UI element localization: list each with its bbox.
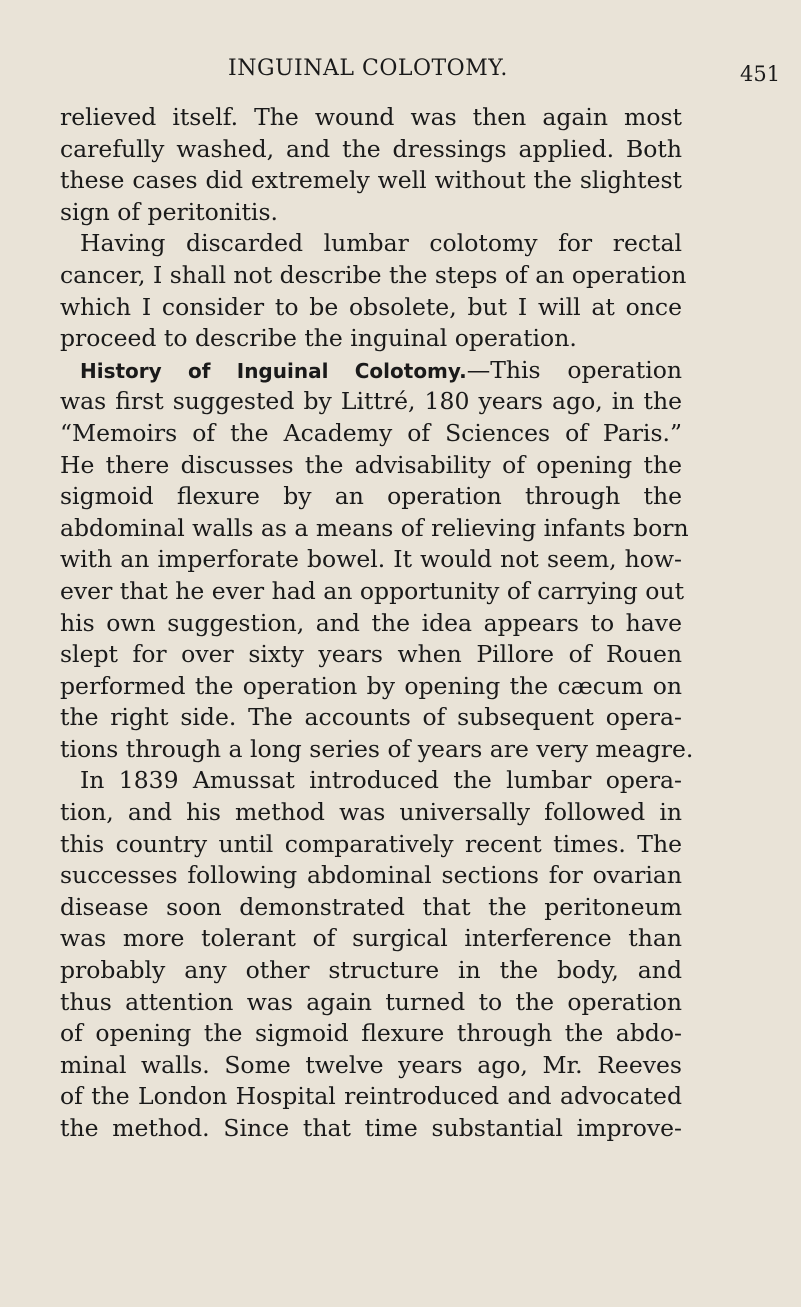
text-line: was more tolerant of surgical interference than [60,924,682,953]
page-number: 451 [740,62,781,86]
text-line: “Memoirs of the Academy of Sciences of Paris.” [60,418,682,447]
text-line: thus attention was again turned to the operation [60,987,682,1016]
text-line: this country until comparatively recent times. The [60,829,682,858]
text-line-continuation: —This operation [466,355,682,384]
text-line: carefully washed, and the dressings applied. Both [60,134,682,163]
text-line: relieved itself. The wound was then again most [60,103,682,131]
text-line: these cases did extremely well without the slightest [60,166,682,195]
text-line: probably any other structure in the body, and [60,956,682,985]
text-line: of the London Hospital reintroduced and advocated [60,1082,682,1111]
text-line: cancer, I shall not describe the steps of an operation [60,260,687,289]
section-heading-line [60,355,682,387]
body-text [60,102,694,1145]
running-head [0,56,801,86]
text-line: minal walls. Some twelve years ago, Mr. Reeves [60,1050,682,1079]
running-head-title: INGUINAL COLOTOMY. [228,56,508,81]
text-line: disease soon demonstrated that the peritoneum [60,892,682,921]
text-line: his own suggestion, and the idea appears to have [60,608,682,637]
text-line: performed the operation by opening the cæcum on [60,671,682,700]
text-line: sigmoid flexure by an operation through the [60,482,682,511]
text-line: successes following abdominal sections for ovarian [60,861,682,890]
text-line: of opening the sigmoid flexure through the abdo- [60,1019,682,1048]
text-line: the method. Since that time substantial improve- [60,1114,682,1142]
text-line: slept for over sixty years when Pillore of Rouen [60,640,682,669]
text-line: In 1839 Amussat introduced the lumbar opera- [80,766,682,795]
text-line: ever that he ever had an opportunity of carrying out [60,576,685,605]
text-line: proceed to describe the inguinal operation. [60,324,577,353]
text-line: which I consider to be obsolete, but I will at once [60,292,682,321]
section-heading: History of Inguinal Colotomy. [80,358,467,383]
text-line: was first suggested by Littré, 180 years ago, in the [60,387,682,416]
text-line: sign of peritonitis. [60,197,278,226]
text-line: Having discarded lumbar colotomy for rectal [80,229,682,258]
text-line: with an imperforate bowel. It would not seem, how- [60,545,682,574]
text-line: He there discusses the advisability of opening the [60,450,682,479]
text-line: the right side. The accounts of subsequent opera- [60,703,682,732]
text-line: abdominal walls as a means of relieving infants born [60,513,689,542]
text-line: tion, and his method was universally followed in [60,798,682,827]
text-line: tions through a long series of years are very meagre. [60,734,694,763]
